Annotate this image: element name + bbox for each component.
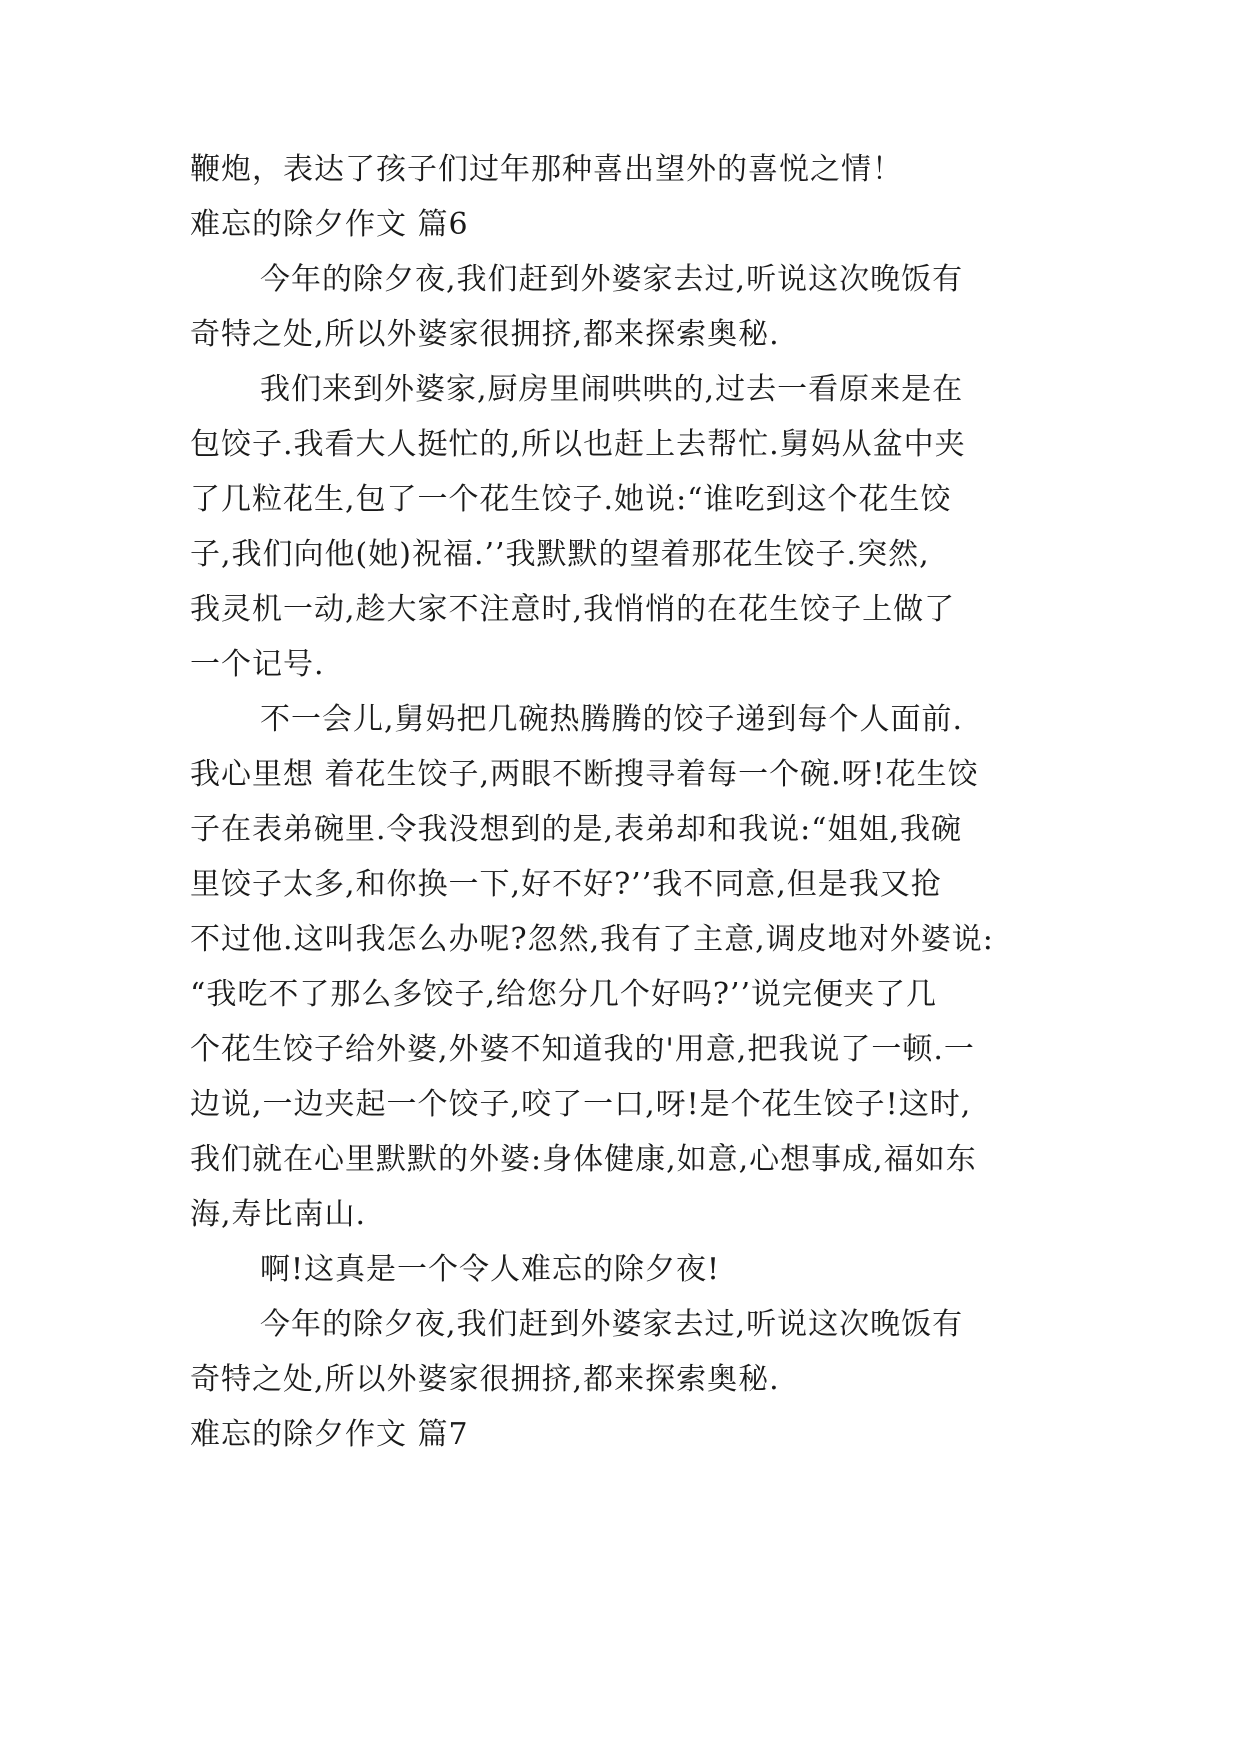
text-line: 我心里想 着花生饺子,两眼不断搜寻着每一个碗.呀!花生饺 — [190, 757, 979, 792]
section-heading: 难忘的除夕作文 篇6 — [190, 207, 469, 242]
text-line: “我吃不了那么多饺子,给您分几个好吗?’’说完便夹了几 — [190, 977, 938, 1012]
text-line: 今年的除夕夜,我们赶到外婆家去过,听说这次晚饭有 — [260, 262, 964, 297]
text-line: 了几粒花生,包了一个花生饺子.她说:“谁吃到这个花生饺 — [190, 482, 952, 517]
text-line: 边说,一边夹起一个饺子,咬了一口,呀!是个花生饺子!这时, — [190, 1087, 972, 1122]
text-line: 奇特之处,所以外婆家很拥挤,都来探索奥秘. — [190, 1362, 780, 1397]
text-line: 我们就在心里默默的外婆:身体健康,如意,心想事成,福如东 — [190, 1142, 977, 1177]
text-line: 奇特之处,所以外婆家很拥挤,都来探索奥秘. — [190, 317, 780, 352]
text-line: 包饺子.我看大人挺忙的,所以也赶上去帮忙.舅妈从盆中夹 — [190, 427, 966, 462]
text-line: 我灵机一动,趁大家不注意时,我悄悄的在花生饺子上做了 — [190, 592, 956, 627]
text-line: 子,我们向他(她)祝福.’’我默默的望着那花生饺子.突然, — [190, 537, 930, 572]
text-line: 个花生饺子给外婆,外婆不知道我的'用意,把我说了一顿.一 — [190, 1032, 975, 1067]
text-line: 一个记号. — [190, 647, 325, 682]
text-line: 子在表弟碗里.令我没想到的是,表弟却和我说:“姐姐,我碗 — [190, 812, 963, 847]
text-line: 海,寿比南山. — [190, 1197, 367, 1232]
text-line: 我们来到外婆家,厨房里闹哄哄的,过去一看原来是在 — [260, 372, 964, 407]
text-line: 啊!这真是一个令人难忘的除夕夜! — [260, 1252, 721, 1287]
section-heading: 难忘的除夕作文 篇7 — [190, 1417, 469, 1452]
text-line: 今年的除夕夜,我们赶到外婆家去过,听说这次晚饭有 — [260, 1307, 964, 1342]
text-line: 鞭炮，表达了孩子们过年那种喜出望外的喜悦之情！ — [190, 152, 903, 187]
text-line: 不过他.这叫我怎么办呢?忽然,我有了主意,调皮地对外婆说: — [190, 922, 994, 957]
text-line: 不一会儿,舅妈把几碗热腾腾的饺子递到每个人面前. — [260, 702, 964, 737]
text-line: 里饺子太多,和你换一下,好不好?’’我不同意,但是我又抢 — [190, 867, 942, 902]
